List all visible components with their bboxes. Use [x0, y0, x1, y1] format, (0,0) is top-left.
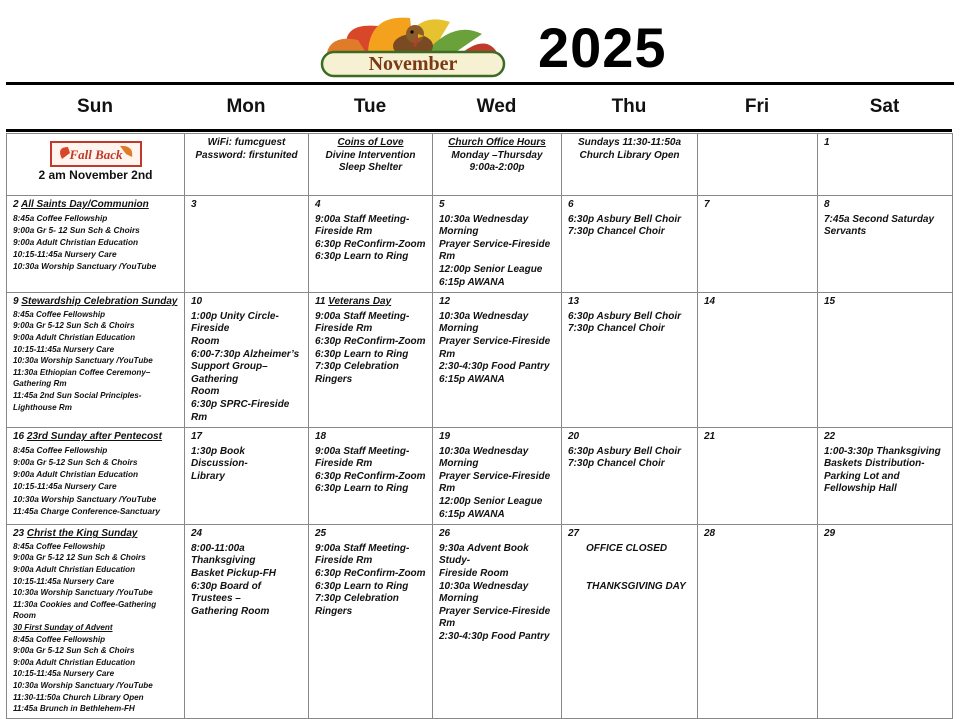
day-number: 23	[13, 528, 25, 540]
calendar-grid	[6, 133, 953, 719]
day-cell-2	[7, 196, 185, 293]
day-number: 25	[315, 528, 327, 540]
week-row-3	[7, 428, 953, 525]
sunday-title: Stewardship Celebration Sunday	[21, 296, 178, 308]
empty-cell	[698, 134, 818, 196]
office-hours-title: Church Office Hours	[448, 137, 546, 148]
day-cell-5	[433, 196, 562, 293]
day-cell-4	[309, 196, 433, 293]
calendar-notes-row	[7, 134, 953, 196]
coins-of-love-line-2: Sleep Shelter	[338, 162, 403, 174]
fall-back-logo-text: Fall Back	[68, 147, 123, 162]
year-title: 2025	[538, 16, 667, 79]
day-cell-7	[698, 196, 818, 293]
fall-back-logo	[50, 141, 142, 167]
day-number: 15	[824, 296, 836, 308]
day-number: 11	[315, 296, 326, 308]
wifi-network: WiFi: fumcguest	[207, 137, 286, 148]
library-note-time: Sundays 11:30-11:50a	[577, 137, 682, 148]
day-events: 10:30a Wednesday Morning Prayer Service-Fireside Rm 2:30-4:30p Food Pantry 6:15p AWANA	[439, 310, 551, 385]
coins-of-love-line-1: Divine Intervention	[325, 149, 416, 161]
day-events: 10:30a Wednesday Morning Prayer Service-Fireside Rm 12:00p Senior League 6:15p AWANA	[439, 445, 551, 520]
day-number: 5	[439, 199, 445, 210]
day-number: 9	[13, 296, 19, 308]
day-number: 7	[704, 199, 710, 210]
day-cell-25	[309, 525, 433, 719]
day-cell-6	[562, 196, 698, 293]
weekday-thu: Thu	[611, 96, 647, 117]
weekday-fri: Fri	[744, 96, 770, 117]
day-events: 1:00p Unity Circle-Fireside Room 6:00-7:30p Alzheimer’s Support Group– Gathering Room 6:30p SPRC-Fireside Rm	[191, 310, 300, 423]
day-events: 8:45a Coffee Fellowship 9:00a Gr 5-12 Sun Sch & Choirs 9:00a Adult Christian Education 10:15-11:45a Nursery Care 10:30a Worship Sanctuary /YouTube 11:30a Ethiopian Coffee Ceremony– Gathering Rm 11:45a 2nd Sun Social Principles-Lighthouse Rm	[13, 309, 153, 412]
day-number: 2	[13, 199, 19, 210]
library-note-cell	[562, 134, 698, 196]
day-cell-9	[7, 293, 185, 428]
day-events: 8:45a Coffee Fellowship 9:00a Gr 5- 12 Sun Sch & Choirs 9:00a Adult Christian Education 10:15-11:45a Nursery Care 10:30a Worship Sanctuary /YouTube	[13, 212, 157, 272]
day-number: 21	[704, 431, 716, 443]
office-hours-time: 9:00a-2:00p	[469, 162, 525, 174]
weekday-sun: Sun	[77, 96, 113, 117]
sunday-title: 23rd Sunday after Pentecost	[26, 431, 162, 443]
day-cell-19	[433, 428, 562, 525]
day-cell-3	[185, 196, 309, 293]
day-events: 1:30p Book Discussion- Library	[191, 445, 248, 482]
day-events: 9:00a Staff Meeting- Fireside Rm 6:30p ReConfirm-Zoom 6:30p Learn to Ring 7:30p Celebration Ringers	[315, 310, 426, 385]
day-cell-10	[185, 293, 309, 428]
day-cell-8	[818, 196, 953, 293]
day-number: 28	[704, 528, 716, 540]
day-cell-11	[309, 293, 433, 428]
day-cell-17	[185, 428, 309, 525]
day-cell-18	[309, 428, 433, 525]
day-cell-13	[562, 293, 698, 428]
wifi-password: Password: firstunited	[195, 149, 298, 161]
day-number: 19	[439, 431, 451, 443]
day-cell-24	[185, 525, 309, 719]
month-logo-text: November	[368, 53, 458, 75]
weekday-tue: Tue	[353, 96, 387, 117]
sunday-title: Christ the King Sunday	[26, 528, 138, 540]
coins-of-love-title: Coins of Love	[337, 137, 404, 148]
day-events: 8:00-11:00a Thanksgiving Basket Pickup-FH 6:30p Board of Trustees – Gathering Room	[191, 542, 277, 617]
day-events: 9:00a Staff Meeting- Fireside Rm 6:30p ReConfirm-Zoom 6:30p Learn to Ring	[315, 445, 426, 495]
week-row-1	[7, 196, 953, 293]
day-number: 13	[568, 296, 580, 308]
day-number: 12	[439, 296, 451, 308]
library-note-text: Church Library Open	[579, 149, 680, 161]
day-events: 1:00-3:30p Thanksgiving Baskets Distribution- Parking Lot and Fellowship Hall	[824, 445, 941, 495]
day-cell-15	[818, 293, 953, 428]
day-cell-20	[562, 428, 698, 525]
day-number: 26	[439, 528, 451, 540]
day-cell-14	[698, 293, 818, 428]
day-number: 8	[824, 199, 830, 210]
fall-back-cell	[7, 134, 185, 196]
day-cell-27	[562, 525, 698, 719]
weekday-wed: Wed	[476, 96, 517, 117]
day-cell-29	[818, 525, 953, 719]
day-events: 7:45a Second Saturday Servants	[824, 213, 935, 238]
day-events: 9:00a Staff Meeting- Fireside Rm 6:30p ReConfirm-Zoom 6:30p Learn to Ring 7:30p Celebration Ringers	[315, 542, 426, 617]
day-events: 9:00a Staff Meeting- Fireside Rm 6:30p ReConfirm-Zoom 6:30p Learn to Ring	[315, 213, 426, 263]
week-row-2	[7, 293, 953, 428]
office-hours-cell	[433, 134, 562, 196]
day-events: 6:30p Asbury Bell Choir 7:30p Chancel Choir	[568, 213, 681, 238]
day-cell-21	[698, 428, 818, 525]
day-number: 16	[13, 431, 25, 443]
weekday-header-row	[6, 85, 952, 129]
day-events: 8:45a Coffee Fellowship 9:00a Gr 5-12 Sun Sch & Choirs 9:00a Adult Christian Education 10:15-11:45a Nursery Care 10:30a Worship Sanctuary /YouTube 11:45a Charge Conference-Sanctuary	[13, 444, 160, 516]
day-number: 24	[191, 528, 203, 540]
day-events: 10:30a Wednesday Morning Prayer Service-Fireside Rm 12:00p Senior League 6:15p AWANA	[439, 213, 551, 288]
day-number: 17	[191, 431, 203, 443]
day-cell-12	[433, 293, 562, 428]
day-number: 3	[191, 199, 197, 210]
day-events: OFFICE CLOSED THANKSGIVING DAY	[586, 542, 686, 592]
day-number: 27	[568, 528, 580, 540]
wifi-note-cell	[185, 134, 309, 196]
day-events: 6:30p Asbury Bell Choir 7:30p Chancel Choir	[568, 445, 681, 470]
day-cell-28	[698, 525, 818, 719]
weekday-sat: Sat	[869, 96, 900, 117]
weekday-mon: Mon	[226, 96, 266, 117]
day-events: 9:30a Advent Book Study- Fireside Room 10:30a Wednesday Morning Prayer Service-Fireside Rm 2:30-4:30p Food Pantry	[439, 542, 551, 642]
calendar-header	[0, 0, 960, 84]
day-cell-26	[433, 525, 562, 719]
day-number: 22	[824, 431, 836, 443]
day-number: 18	[315, 431, 327, 443]
november-turkey-logo	[318, 12, 508, 78]
day-cell-1	[818, 134, 953, 196]
day-events: 8:45a Coffee Fellowship 9:00a Gr 5-12 12 Sun Sch & Choirs 9:00a Adult Christian Education 10:15-11:45a Nursery Care 10:30a Worship Sanctuary /YouTube 11:30a Cookies and Coffee-Gathering Room	[13, 541, 157, 621]
day-number: 4	[315, 199, 321, 210]
day-events: 6:30p Asbury Bell Choir 7:30p Chancel Choir	[568, 310, 681, 335]
weekday-divider	[6, 129, 952, 132]
day-number: 29	[824, 528, 836, 540]
day-cell-23-30	[7, 525, 185, 719]
day-number: 14	[704, 296, 716, 308]
day-number: 10	[191, 296, 203, 308]
advent-sunday-events: 8:45a Coffee Fellowship 9:00a Gr 5-12 Sun Sch & Choirs 9:00a Adult Christian Education 10:15-11:45a Nursery Care 10:30a Worship Sanctuary /YouTube 11:30-11:50a Church Library Open 11:45a Brunch in Bethlehem-FH	[13, 634, 153, 714]
day-cell-22	[818, 428, 953, 525]
day-number: 20	[568, 431, 580, 443]
week-row-4	[7, 525, 953, 719]
advent-sunday-title: 30 First Sunday of Advent	[13, 623, 113, 632]
day-number: 6	[568, 199, 574, 210]
coins-of-love-cell	[309, 134, 433, 196]
day-cell-16	[7, 428, 185, 525]
fall-back-caption: 2 am November 2nd	[38, 168, 153, 182]
day-number: 1	[824, 137, 830, 148]
office-hours-days: Monday –Thursday	[451, 149, 543, 161]
holiday-title: Veterans Day	[328, 296, 392, 308]
sunday-title: All Saints Day/Communion	[20, 199, 149, 210]
